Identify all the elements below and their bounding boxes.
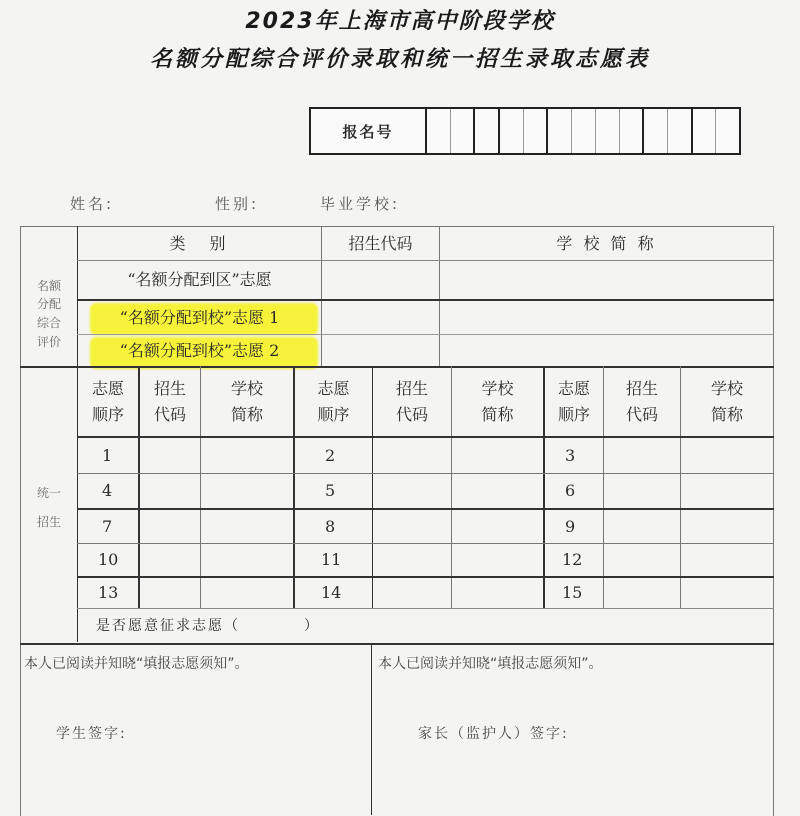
header-choice-order: 志愿 顺序 xyxy=(91,379,124,424)
choice-number: 4 xyxy=(102,481,113,501)
side-label-line: 招生 xyxy=(36,515,61,529)
gender-label: 性别: xyxy=(215,195,260,213)
parent-signature-field[interactable] xyxy=(373,680,772,814)
quota-row-district: “名额分配到区”志愿 xyxy=(127,270,272,290)
quota-side-label xyxy=(22,266,76,362)
side-label-line: 评价 xyxy=(36,334,61,349)
quota-row-school-2: “名额分配到校”志愿 2 xyxy=(119,340,280,360)
header-category: 类 别 xyxy=(169,233,230,253)
reg-digit-box[interactable] xyxy=(450,109,474,153)
reg-digit-box[interactable] xyxy=(473,109,498,153)
choice-number: 1 xyxy=(102,445,113,465)
side-label-line: 分配 xyxy=(36,297,61,312)
reg-digit-box[interactable] xyxy=(523,109,547,153)
quota-row-school-1: “名额分配到校”志愿 1 xyxy=(119,307,280,327)
choice-number: 11 xyxy=(321,550,342,570)
choice-number: 10 xyxy=(98,550,119,570)
quota-school2-code-field[interactable] xyxy=(322,335,439,366)
reg-digit-box[interactable] xyxy=(546,109,571,153)
parent-notice: 本人已阅读并知晓“填报志愿须知”。 xyxy=(378,655,603,672)
choice-number: 8 xyxy=(325,516,336,536)
registration-number-box xyxy=(309,107,741,155)
quota-school1-school-field[interactable] xyxy=(440,301,773,334)
reg-digit-box[interactable] xyxy=(715,109,739,153)
choice-number: 7 xyxy=(102,516,113,536)
choice-number: 15 xyxy=(562,583,583,603)
reg-digit-box[interactable] xyxy=(571,109,595,153)
quota-district-code-field[interactable] xyxy=(322,261,439,299)
side-label-line: 综合 xyxy=(36,316,61,330)
choice-number: 14 xyxy=(321,583,342,603)
reg-digit-box[interactable] xyxy=(498,109,523,153)
header-enrollment-code: 招生 代码 xyxy=(395,379,428,424)
side-label-line: 名额 xyxy=(36,278,61,293)
reg-digit-box[interactable] xyxy=(691,109,716,153)
choice-number: 6 xyxy=(565,481,576,501)
choice-number: 13 xyxy=(98,583,119,603)
quota-school2-school-field[interactable] xyxy=(440,335,773,366)
student-signature-label: 学生签字: xyxy=(56,725,127,742)
choice-number: 5 xyxy=(325,481,336,501)
header-enrollment-code: 招生 代码 xyxy=(625,379,658,424)
header-choice-order: 志愿 顺序 xyxy=(317,379,350,424)
quota-district-school-field[interactable] xyxy=(440,261,773,299)
student-signature-field[interactable] xyxy=(22,680,370,814)
choice-number: 9 xyxy=(565,516,576,536)
header-school-name: 学 校 简 称 xyxy=(556,233,657,253)
choice-number: 12 xyxy=(562,550,583,570)
graduation-school-label: 毕业学校: xyxy=(320,195,401,213)
reg-digit-box[interactable] xyxy=(642,109,667,153)
quota-school1-code-field[interactable] xyxy=(322,301,439,334)
student-notice: 本人已阅读并知晓“填报志愿须知”。 xyxy=(24,655,249,672)
reg-digit-box[interactable] xyxy=(425,109,450,153)
name-label: 姓名: xyxy=(70,195,115,213)
header-school-name: 学校 简称 xyxy=(710,379,743,424)
reg-digit-box[interactable] xyxy=(667,109,691,153)
header-choice-order: 志愿 顺序 xyxy=(557,379,590,424)
parent-signature-label: 家长（监护人）签字: xyxy=(418,725,569,742)
registration-number-label: 报名号 xyxy=(342,122,394,141)
unified-side-label xyxy=(22,478,76,538)
choice-number: 3 xyxy=(565,445,576,465)
side-label-line: 统一 xyxy=(36,486,61,501)
reg-digit-box[interactable] xyxy=(595,109,619,153)
form-title-line1: 2023年上海市高中阶段学校 xyxy=(245,9,555,34)
solicit-choice-question: 是否愿意征求志愿（ ） xyxy=(96,618,320,635)
form-title-line2: 名额分配综合评价录取和统一招生录取志愿表 xyxy=(149,47,650,72)
header-school-name: 学校 简称 xyxy=(230,379,263,424)
header-enrollment-code: 招生代码 xyxy=(348,233,413,253)
choice-number: 2 xyxy=(325,445,336,465)
reg-digit-box[interactable] xyxy=(619,109,643,153)
header-school-name: 学校 简称 xyxy=(481,379,514,424)
header-enrollment-code: 招生 代码 xyxy=(153,379,186,424)
